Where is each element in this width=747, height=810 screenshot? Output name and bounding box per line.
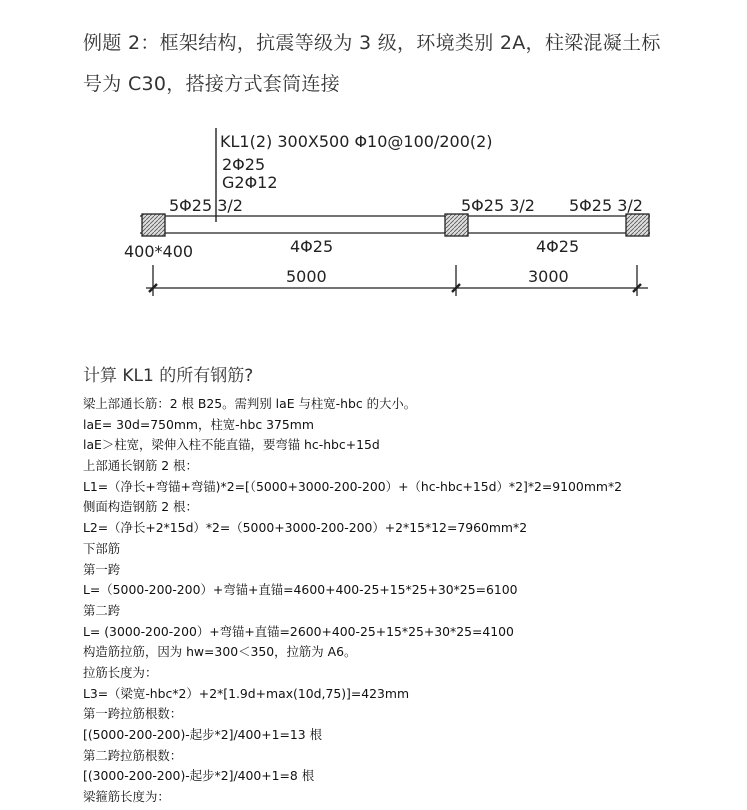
- calc-line: L= (3000-200-200）+弯锚+直锚=2600+400-25+15*25+30*25=4100: [83, 623, 514, 639]
- calc-line: 第二跨拉筋根数：: [83, 747, 183, 763]
- span2-length: 3000: [528, 267, 569, 286]
- column-size-label: 400*400: [124, 242, 194, 261]
- side-bars-label: G2Φ12: [222, 173, 278, 192]
- right-support-top-label: 5Φ25 3/2: [569, 196, 643, 215]
- beam-drawing: [118, 120, 658, 305]
- span1-length: 5000: [286, 267, 327, 286]
- calc-line: L2=（净长+2*15d）*2=（5000+3000-200-200）+2*15*12=7960mm*2: [83, 520, 528, 536]
- column-right: [626, 214, 649, 236]
- question-heading: 计算 KL1 的所有钢筋?: [83, 366, 254, 386]
- column-left: [142, 214, 165, 236]
- problem-statement-line-1: 例题 2：框架结构，抗震等级为 3 级，环境类别 2A，柱梁混凝土标: [83, 32, 661, 54]
- calc-line: 第一跨拉筋根数：: [83, 706, 183, 722]
- calc-line: L=（5000-200-200）+弯锚+直锚=4600+400-25+15*25+30*25=6100: [83, 582, 518, 598]
- calc-line: 第二跨: [83, 602, 121, 618]
- left-support-top-label: 5Φ25 3/2: [169, 196, 243, 215]
- calc-line: 上部通长钢筋 2 根：: [83, 458, 198, 474]
- calculation-text: [83, 394, 723, 808]
- calc-line: 侧面构造钢筋 2 根：: [83, 499, 198, 515]
- span2-bottom-label: 4Φ25: [536, 237, 580, 256]
- calc-line: 构造筋拉筋，因为 hw=300＜350，拉筋为 A6。: [83, 644, 357, 660]
- calc-line: L3=（梁宽-hbc*2）+2*[1.9d+max(10d,75)]=423mm: [83, 685, 410, 701]
- span1-bottom-label: 4Φ25: [290, 237, 334, 256]
- calc-line: 梁箍筋长度为：: [83, 789, 170, 805]
- problem-statement-line-2: 号为 C30，搭接方式套筒连接: [83, 73, 340, 95]
- beam-label: KL1(2) 300X500 Φ10@100/200(2): [220, 132, 493, 151]
- calc-line: 梁上部通长筋：2 根 B25。需判别 laE 与柱宽-hbc 的大小。: [83, 396, 417, 411]
- calc-line: 下部筋: [83, 540, 121, 556]
- calc-line: L1=（净长+弯锚+弯锚)*2=[（5000+3000-200-200）+（hc-hbc+15d）*2]*2=9100mm*2: [83, 478, 623, 494]
- calc-line: 拉筋长度为：: [83, 664, 158, 680]
- calc-line: [(5000-200-200)-起步*2]/400+1=13 根: [83, 727, 323, 742]
- column-middle: [445, 214, 468, 236]
- calc-line: laE＞柱宽，梁伸入柱不能直锚，要弯锚 hc-hbc+15d: [83, 437, 380, 453]
- calc-line: [(3000-200-200)-起步*2]/400+1=8 根: [83, 768, 315, 784]
- calc-line: laE= 30d=750mm，柱宽-hbc 375mm: [83, 416, 314, 432]
- mid-support-top-label: 5Φ25 3/2: [461, 196, 535, 215]
- top-bars-label: 2Φ25: [222, 155, 266, 174]
- calc-line: 第一跨: [83, 561, 121, 577]
